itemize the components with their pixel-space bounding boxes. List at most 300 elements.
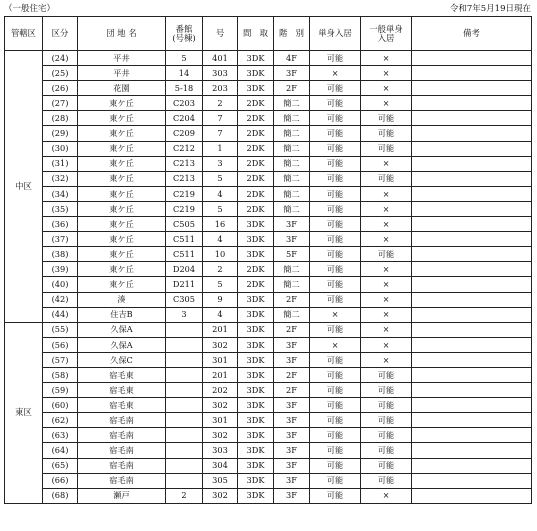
layout-cell: 3DK bbox=[238, 367, 274, 382]
floor-cell: 簡二 bbox=[274, 96, 310, 111]
number-cell: 5 bbox=[203, 201, 238, 216]
lot-cell: C511 bbox=[166, 247, 203, 262]
floor-cell: 2F bbox=[274, 292, 310, 307]
remarks-cell bbox=[412, 111, 532, 126]
remarks-cell bbox=[412, 307, 532, 322]
number-cell: 3 bbox=[203, 156, 238, 171]
table-row bbox=[5, 232, 532, 247]
general-cell: 可能 bbox=[361, 247, 412, 262]
remarks-cell bbox=[412, 217, 532, 232]
table-row bbox=[5, 307, 532, 322]
section-cell: (28) bbox=[43, 111, 78, 126]
floor-cell: 3F bbox=[274, 428, 310, 443]
single-cell: 可能 bbox=[310, 443, 361, 458]
complex-cell: 東ケ丘 bbox=[78, 277, 166, 292]
lot-cell bbox=[166, 428, 203, 443]
general-cell: × bbox=[361, 277, 412, 292]
number-cell: 7 bbox=[203, 126, 238, 141]
single-cell: × bbox=[310, 337, 361, 352]
general-cell: × bbox=[361, 352, 412, 367]
single-cell: 可能 bbox=[310, 232, 361, 247]
table-row bbox=[5, 367, 532, 382]
floor-cell: 3F bbox=[274, 66, 310, 81]
complex-cell: 東ケ丘 bbox=[78, 111, 166, 126]
section-cell: (34) bbox=[43, 186, 78, 201]
lot-cell: C204 bbox=[166, 111, 203, 126]
general-cell: 可能 bbox=[361, 111, 412, 126]
remarks-cell bbox=[412, 367, 532, 382]
complex-cell: 東ケ丘 bbox=[78, 141, 166, 156]
layout-cell: 3DK bbox=[238, 232, 274, 247]
single-cell: 可能 bbox=[310, 171, 361, 186]
general-cell: 可能 bbox=[361, 398, 412, 413]
section-cell: (62) bbox=[43, 413, 78, 428]
col-floor: 階 別 bbox=[274, 17, 310, 51]
complex-cell: 宿毛南 bbox=[78, 473, 166, 488]
complex-cell: 東ケ丘 bbox=[78, 247, 166, 262]
single-cell: × bbox=[310, 307, 361, 322]
layout-cell: 2DK bbox=[238, 277, 274, 292]
single-cell: 可能 bbox=[310, 367, 361, 382]
layout-cell: 3DK bbox=[238, 428, 274, 443]
remarks-cell bbox=[412, 66, 532, 81]
number-cell: 304 bbox=[203, 458, 238, 473]
complex-cell: 東ケ丘 bbox=[78, 126, 166, 141]
remarks-cell bbox=[412, 292, 532, 307]
layout-cell: 3DK bbox=[238, 473, 274, 488]
remarks-cell bbox=[412, 488, 532, 503]
single-cell: 可能 bbox=[310, 126, 361, 141]
single-cell: 可能 bbox=[310, 352, 361, 367]
number-cell: 303 bbox=[203, 66, 238, 81]
floor-cell: 3F bbox=[274, 458, 310, 473]
general-cell: × bbox=[361, 322, 412, 337]
layout-cell: 3DK bbox=[238, 81, 274, 96]
complex-cell: 久保C bbox=[78, 352, 166, 367]
single-cell: 可能 bbox=[310, 201, 361, 216]
remarks-cell bbox=[412, 398, 532, 413]
single-cell: 可能 bbox=[310, 428, 361, 443]
number-cell: 1 bbox=[203, 141, 238, 156]
number-cell: 305 bbox=[203, 473, 238, 488]
table-row bbox=[5, 262, 532, 277]
remarks-cell bbox=[412, 428, 532, 443]
section-cell: (66) bbox=[43, 473, 78, 488]
complex-cell: 住吉B bbox=[78, 307, 166, 322]
floor-cell: 簡二 bbox=[274, 111, 310, 126]
complex-cell: 久保A bbox=[78, 337, 166, 352]
section-cell: (38) bbox=[43, 247, 78, 262]
number-cell: 201 bbox=[203, 367, 238, 382]
table-row bbox=[5, 473, 532, 488]
remarks-cell bbox=[412, 458, 532, 473]
section-cell: (60) bbox=[43, 398, 78, 413]
section-cell: (29) bbox=[43, 126, 78, 141]
layout-cell: 3DK bbox=[238, 413, 274, 428]
layout-cell: 3DK bbox=[238, 443, 274, 458]
complex-cell: 瀬戸 bbox=[78, 488, 166, 503]
complex-cell: 東ケ丘 bbox=[78, 96, 166, 111]
floor-cell: 3F bbox=[274, 473, 310, 488]
general-cell: × bbox=[361, 81, 412, 96]
single-cell: 可能 bbox=[310, 156, 361, 171]
single-cell: × bbox=[310, 66, 361, 81]
remarks-cell bbox=[412, 81, 532, 96]
table-row bbox=[5, 81, 532, 96]
single-cell: 可能 bbox=[310, 96, 361, 111]
layout-cell: 2DK bbox=[238, 171, 274, 186]
layout-cell: 3DK bbox=[238, 352, 274, 367]
remarks-cell bbox=[412, 337, 532, 352]
complex-cell: 宿毛東 bbox=[78, 367, 166, 382]
section-cell: (39) bbox=[43, 262, 78, 277]
single-cell: 可能 bbox=[310, 413, 361, 428]
layout-cell: 3DK bbox=[238, 217, 274, 232]
floor-cell: 簡二 bbox=[274, 277, 310, 292]
lot-cell: C505 bbox=[166, 217, 203, 232]
general-cell: × bbox=[361, 156, 412, 171]
table-row bbox=[5, 458, 532, 473]
col-district: 管轄区 bbox=[5, 17, 43, 51]
lot-cell bbox=[166, 352, 203, 367]
section-cell: (27) bbox=[43, 96, 78, 111]
table-row bbox=[5, 428, 532, 443]
general-cell: 可能 bbox=[361, 383, 412, 398]
layout-cell: 3DK bbox=[238, 458, 274, 473]
floor-cell: 簡二 bbox=[274, 201, 310, 216]
col-general-line2: 入居 bbox=[377, 32, 395, 43]
lot-cell bbox=[166, 473, 203, 488]
lot-cell bbox=[166, 413, 203, 428]
col-layout: 間 取 bbox=[238, 17, 274, 51]
general-cell: × bbox=[361, 488, 412, 503]
number-cell: 302 bbox=[203, 337, 238, 352]
table-row bbox=[5, 413, 532, 428]
section-cell: (40) bbox=[43, 277, 78, 292]
floor-cell: 2F bbox=[274, 81, 310, 96]
single-cell: 可能 bbox=[310, 383, 361, 398]
general-cell: × bbox=[361, 292, 412, 307]
table-row bbox=[5, 217, 532, 232]
layout-cell: 3DK bbox=[238, 337, 274, 352]
section-cell: (44) bbox=[43, 307, 78, 322]
remarks-cell bbox=[412, 232, 532, 247]
floor-cell: 簡二 bbox=[274, 307, 310, 322]
remarks-cell bbox=[412, 383, 532, 398]
floor-cell: 簡二 bbox=[274, 126, 310, 141]
section-cell: (59) bbox=[43, 383, 78, 398]
complex-cell: 花園 bbox=[78, 81, 166, 96]
number-cell: 303 bbox=[203, 443, 238, 458]
remarks-cell bbox=[412, 141, 532, 156]
table-row bbox=[5, 247, 532, 262]
category-label: （一般住宅） bbox=[4, 4, 56, 14]
section-cell: (25) bbox=[43, 66, 78, 81]
section-cell: (56) bbox=[43, 337, 78, 352]
col-lot bbox=[166, 17, 203, 51]
complex-cell: 平井 bbox=[78, 66, 166, 81]
remarks-cell bbox=[412, 126, 532, 141]
section-cell: (63) bbox=[43, 428, 78, 443]
remarks-cell bbox=[412, 352, 532, 367]
number-cell: 2 bbox=[203, 96, 238, 111]
table-row bbox=[5, 398, 532, 413]
remarks-cell bbox=[412, 443, 532, 458]
table-row bbox=[5, 186, 532, 201]
number-cell: 201 bbox=[203, 322, 238, 337]
section-cell: (65) bbox=[43, 458, 78, 473]
table-row bbox=[5, 156, 532, 171]
table-row bbox=[5, 51, 532, 66]
layout-cell: 3DK bbox=[238, 383, 274, 398]
complex-cell: 東ケ丘 bbox=[78, 217, 166, 232]
number-cell: 4 bbox=[203, 186, 238, 201]
single-cell: 可能 bbox=[310, 488, 361, 503]
lot-cell bbox=[166, 458, 203, 473]
table-row bbox=[5, 383, 532, 398]
number-cell: 5 bbox=[203, 277, 238, 292]
floor-cell: 簡二 bbox=[274, 156, 310, 171]
lot-cell bbox=[166, 398, 203, 413]
remarks-cell bbox=[412, 186, 532, 201]
complex-cell: 宿毛南 bbox=[78, 413, 166, 428]
section-cell: (26) bbox=[43, 81, 78, 96]
as-of-date: 令和7年5月19日現在 bbox=[449, 4, 531, 14]
district-cell: 東区 bbox=[5, 322, 43, 503]
general-cell: × bbox=[361, 307, 412, 322]
floor-cell: 3F bbox=[274, 232, 310, 247]
complex-cell: 宿毛南 bbox=[78, 443, 166, 458]
single-cell: 可能 bbox=[310, 292, 361, 307]
table-row bbox=[5, 96, 532, 111]
general-cell: × bbox=[361, 66, 412, 81]
floor-cell: 簡二 bbox=[274, 171, 310, 186]
layout-cell: 3DK bbox=[238, 488, 274, 503]
remarks-cell bbox=[412, 277, 532, 292]
general-cell: 可能 bbox=[361, 413, 412, 428]
number-cell: 202 bbox=[203, 383, 238, 398]
floor-cell: 3F bbox=[274, 352, 310, 367]
table-row bbox=[5, 141, 532, 156]
general-cell: 可能 bbox=[361, 141, 412, 156]
col-general-single bbox=[361, 17, 412, 51]
floor-cell: 2F bbox=[274, 383, 310, 398]
layout-cell: 2DK bbox=[238, 156, 274, 171]
floor-cell: 2F bbox=[274, 322, 310, 337]
number-cell: 301 bbox=[203, 413, 238, 428]
remarks-cell bbox=[412, 96, 532, 111]
district-cell: 中区 bbox=[5, 51, 43, 323]
layout-cell: 3DK bbox=[238, 322, 274, 337]
remarks-cell bbox=[412, 322, 532, 337]
header-row bbox=[5, 17, 532, 51]
table-row bbox=[5, 322, 532, 337]
remarks-cell bbox=[412, 171, 532, 186]
complex-cell: 平井 bbox=[78, 51, 166, 66]
floor-cell: 簡二 bbox=[274, 262, 310, 277]
floor-cell: 3F bbox=[274, 337, 310, 352]
table-row bbox=[5, 352, 532, 367]
floor-cell: 3F bbox=[274, 398, 310, 413]
lot-cell: D204 bbox=[166, 262, 203, 277]
layout-cell: 3DK bbox=[238, 51, 274, 66]
table-row bbox=[5, 126, 532, 141]
table-row bbox=[5, 171, 532, 186]
lot-cell: C213 bbox=[166, 156, 203, 171]
general-cell: × bbox=[361, 232, 412, 247]
complex-cell: 東ケ丘 bbox=[78, 156, 166, 171]
number-cell: 302 bbox=[203, 398, 238, 413]
floor-cell: 3F bbox=[274, 413, 310, 428]
floor-cell: 3F bbox=[274, 217, 310, 232]
lot-cell: C219 bbox=[166, 186, 203, 201]
table-body bbox=[5, 51, 532, 504]
single-cell: 可能 bbox=[310, 111, 361, 126]
table-row bbox=[5, 111, 532, 126]
complex-cell: 宿毛南 bbox=[78, 428, 166, 443]
layout-cell: 3DK bbox=[238, 292, 274, 307]
complex-cell: 久保A bbox=[78, 322, 166, 337]
number-cell: 16 bbox=[203, 217, 238, 232]
single-cell: 可能 bbox=[310, 473, 361, 488]
remarks-cell bbox=[412, 156, 532, 171]
section-cell: (32) bbox=[43, 171, 78, 186]
floor-cell: 3F bbox=[274, 488, 310, 503]
floor-cell: 3F bbox=[274, 443, 310, 458]
table-row bbox=[5, 443, 532, 458]
layout-cell: 3DK bbox=[238, 247, 274, 262]
layout-cell: 2DK bbox=[238, 111, 274, 126]
complex-cell: 東ケ丘 bbox=[78, 262, 166, 277]
table-row bbox=[5, 292, 532, 307]
general-cell: × bbox=[361, 337, 412, 352]
col-number: 号 bbox=[203, 17, 238, 51]
lot-cell: C212 bbox=[166, 141, 203, 156]
general-cell: × bbox=[361, 186, 412, 201]
section-cell: (36) bbox=[43, 217, 78, 232]
single-cell: 可能 bbox=[310, 262, 361, 277]
lot-cell bbox=[166, 443, 203, 458]
complex-cell: 東ケ丘 bbox=[78, 201, 166, 216]
complex-cell: 東ケ丘 bbox=[78, 232, 166, 247]
complex-cell: 宿毛南 bbox=[78, 458, 166, 473]
single-cell: 可能 bbox=[310, 247, 361, 262]
col-section: 区分 bbox=[43, 17, 78, 51]
number-cell: 4 bbox=[203, 307, 238, 322]
remarks-cell bbox=[412, 473, 532, 488]
floor-cell: 4F bbox=[274, 51, 310, 66]
col-single: 単身入居 bbox=[310, 17, 361, 51]
general-cell: 可能 bbox=[361, 458, 412, 473]
lot-cell: C213 bbox=[166, 171, 203, 186]
general-cell: 可能 bbox=[361, 126, 412, 141]
section-cell: (24) bbox=[43, 51, 78, 66]
number-cell: 301 bbox=[203, 352, 238, 367]
general-cell: 可能 bbox=[361, 473, 412, 488]
remarks-cell bbox=[412, 247, 532, 262]
section-cell: (58) bbox=[43, 367, 78, 382]
single-cell: 可能 bbox=[310, 51, 361, 66]
floor-cell: 5F bbox=[274, 247, 310, 262]
general-cell: 可能 bbox=[361, 428, 412, 443]
single-cell: 可能 bbox=[310, 458, 361, 473]
general-cell: × bbox=[361, 262, 412, 277]
lot-cell bbox=[166, 367, 203, 382]
section-cell: (37) bbox=[43, 232, 78, 247]
lot-cell: 5-18 bbox=[166, 81, 203, 96]
general-cell: × bbox=[361, 217, 412, 232]
single-cell: 可能 bbox=[310, 322, 361, 337]
table-row bbox=[5, 488, 532, 503]
number-cell: 203 bbox=[203, 81, 238, 96]
remarks-cell bbox=[412, 201, 532, 216]
vacancy-table bbox=[4, 16, 532, 504]
layout-cell: 2DK bbox=[238, 186, 274, 201]
col-general-line1: 一般単身 bbox=[369, 23, 403, 34]
floor-cell: 2F bbox=[274, 367, 310, 382]
lot-cell bbox=[166, 337, 203, 352]
document-header bbox=[0, 0, 537, 16]
single-cell: 可能 bbox=[310, 398, 361, 413]
general-cell: × bbox=[361, 51, 412, 66]
table-row bbox=[5, 66, 532, 81]
col-remarks: 備考 bbox=[412, 17, 532, 51]
number-cell: 302 bbox=[203, 428, 238, 443]
lot-cell: C511 bbox=[166, 232, 203, 247]
general-cell: 可能 bbox=[361, 367, 412, 382]
single-cell: 可能 bbox=[310, 186, 361, 201]
general-cell: × bbox=[361, 201, 412, 216]
lot-cell: 5 bbox=[166, 51, 203, 66]
section-cell: (57) bbox=[43, 352, 78, 367]
single-cell: 可能 bbox=[310, 217, 361, 232]
section-cell: (42) bbox=[43, 292, 78, 307]
number-cell: 302 bbox=[203, 488, 238, 503]
lot-cell: C305 bbox=[166, 292, 203, 307]
layout-cell: 3DK bbox=[238, 66, 274, 81]
layout-cell: 2DK bbox=[238, 141, 274, 156]
table-row bbox=[5, 201, 532, 216]
section-cell: (31) bbox=[43, 156, 78, 171]
table-row bbox=[5, 337, 532, 352]
table-row bbox=[5, 277, 532, 292]
lot-cell: D211 bbox=[166, 277, 203, 292]
general-cell: × bbox=[361, 96, 412, 111]
number-cell: 10 bbox=[203, 247, 238, 262]
lot-cell: C219 bbox=[166, 201, 203, 216]
layout-cell: 2DK bbox=[238, 201, 274, 216]
lot-cell: C209 bbox=[166, 126, 203, 141]
layout-cell: 2DK bbox=[238, 262, 274, 277]
section-cell: (30) bbox=[43, 141, 78, 156]
remarks-cell bbox=[412, 413, 532, 428]
floor-cell: 簡二 bbox=[274, 186, 310, 201]
complex-cell: 宿毛東 bbox=[78, 398, 166, 413]
section-cell: (64) bbox=[43, 443, 78, 458]
layout-cell: 2DK bbox=[238, 96, 274, 111]
number-cell: 2 bbox=[203, 262, 238, 277]
lot-cell: 14 bbox=[166, 66, 203, 81]
number-cell: 4 bbox=[203, 232, 238, 247]
complex-cell: 宿毛東 bbox=[78, 383, 166, 398]
lot-cell: 2 bbox=[166, 488, 203, 503]
single-cell: 可能 bbox=[310, 141, 361, 156]
layout-cell: 2DK bbox=[238, 126, 274, 141]
lot-cell: C203 bbox=[166, 96, 203, 111]
section-cell: (68) bbox=[43, 488, 78, 503]
remarks-cell bbox=[412, 51, 532, 66]
number-cell: 401 bbox=[203, 51, 238, 66]
